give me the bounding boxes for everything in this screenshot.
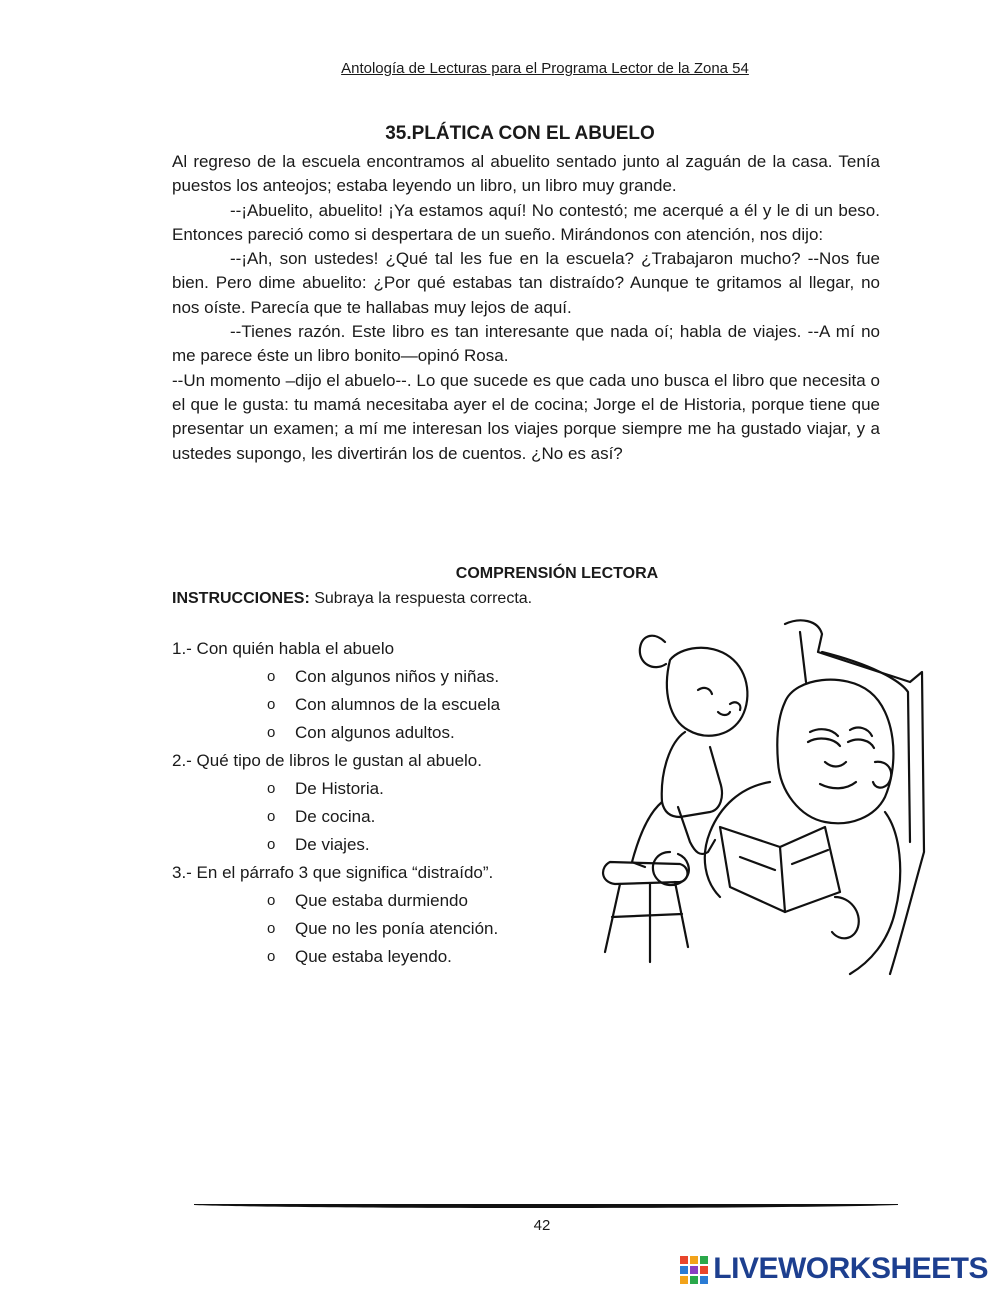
bullet-icon: o — [267, 836, 276, 853]
answer-option[interactable]: o Que estaba leyendo. — [172, 943, 572, 971]
answer-option[interactable]: o De Historia. — [172, 775, 572, 803]
answer-option[interactable]: o Que no les ponía atención. — [172, 915, 572, 943]
bullet-icon: o — [267, 892, 276, 909]
page-number: 42 — [533, 1217, 551, 1234]
question-1: 1.- Con quién habla el abuelo — [172, 639, 395, 658]
answer-option[interactable]: o De cocina. — [172, 803, 572, 831]
story-paragraph: --¡Abuelito, abuelito! ¡Ya estamos aquí! No contestó; me acerqué a él y le di un beso. Entonces pareció como si despertara de un sueño. Mirándonos con atención, nos dijo: — [172, 200, 880, 244]
instructions-text: Subraya la respuesta correcta. — [309, 590, 533, 607]
illustration-girl-kissing-grandfather — [570, 612, 930, 977]
story-paragraph: --Tienes razón. Este libro es tan interesante que nada oí; habla de viajes. --A mí no me parece éste un libro bonito—opinó Rosa. — [172, 322, 880, 366]
bullet-icon: o — [267, 808, 276, 825]
bullet-icon: o — [267, 780, 276, 797]
story-title: 35.PLÁTICA CON EL ABUELO — [385, 123, 655, 144]
bullet-icon: o — [267, 948, 276, 965]
footer-divider — [194, 1203, 898, 1209]
instructions — [172, 590, 532, 608]
answer-option[interactable]: o Con alumnos de la escuela — [172, 691, 572, 719]
story-paragraph: --¡Ah, son ustedes! ¿Qué tal les fue en la escuela? ¿Trabajaron mucho? --Nos fue bien. Pero dime abuelito: ¿Por qué estabas tan distraído? Aunque te gritamos al llegar, no nos oíste. Parecía que te hallabas muy lejos de aquí. — [172, 249, 880, 317]
question-2: 2.- Qué tipo de libros le gustan al abuelo. — [172, 751, 482, 770]
header-title: Antología de Lecturas para el Programa Lector de la Zona 54 — [341, 60, 749, 77]
comprehension-title: COMPRENSIÓN LECTORA — [455, 565, 659, 582]
brand-name: LIVEWORKSHEETS — [713, 1252, 988, 1285]
story-paragraph: Al regreso de la escuela encontramos al abuelito sentado junto al zaguán de la casa. Tenía puestos los anteojos; estaba leyendo un libro, un libro muy grande. — [172, 152, 880, 196]
instructions-label: INSTRUCCIONES: — [172, 590, 310, 607]
liveworksheets-brand[interactable] — [679, 1250, 988, 1288]
story-text — [172, 150, 880, 466]
answer-option[interactable]: o Que estaba durmiendo — [172, 887, 572, 915]
answer-option[interactable]: o Con algunos niños y niñas. — [172, 663, 572, 691]
bullet-icon: o — [267, 920, 276, 937]
answer-option[interactable]: o Con algunos adultos. — [172, 719, 572, 747]
bullet-icon: o — [267, 696, 276, 713]
story-paragraph: --Un momento –dijo el abuelo--. Lo que sucede es que cada uno busca el libro que necesita o el que le gusta: tu mamá necesitaba ayer el de cocina; Jorge el de Historia, porque tiene que presentar un examen; a mí me interesan los viajes porque siempre me ha gustado viajar, y a ustedes supongo, les divertirán los de cuentos. ¿No es así? — [172, 370, 880, 463]
bullet-icon: o — [267, 724, 276, 741]
question-list — [172, 635, 572, 971]
question-3: 3.- En el párrafo 3 que significa “distraído”. — [172, 863, 494, 882]
liveworksheets-logo-icon — [679, 1254, 709, 1284]
bullet-icon: o — [267, 668, 276, 685]
answer-option[interactable]: o De viajes. — [172, 831, 572, 859]
